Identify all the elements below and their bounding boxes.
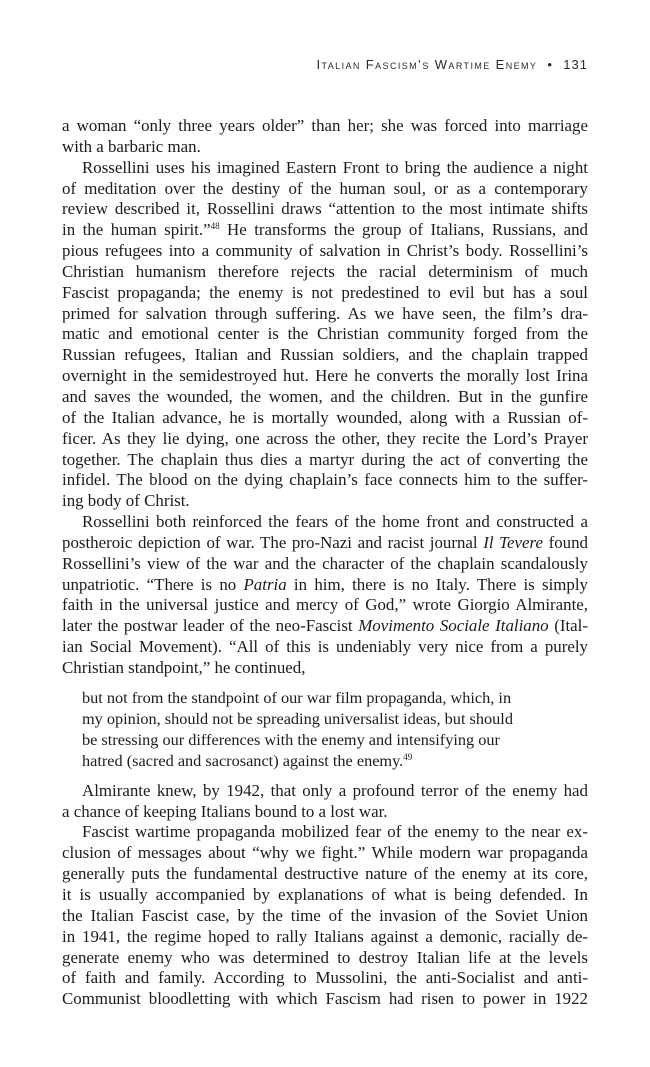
quote-line: my opinion, should not be spreading universalist ideas, but should [82,708,513,728]
text-line: ian Social Movement). “All of this is undeniably very nice from a purely [62,637,588,657]
text-line [62,575,588,596]
block-quotation [62,687,552,771]
paragraph-3 [62,512,588,679]
text-line: pious refugees into a community of salvation in Christ’s body. Rossellini’s [62,241,588,261]
text-line: faith in the universal justice and mercy of God,” wrote Giorgio Almirante, [62,595,588,615]
running-title: Italian Fascism’s Wartime Enemy [316,57,538,72]
quote-line: be stressing our differences with the enemy and intensifying our [82,729,500,749]
footnote-ref-49: 49 [403,751,413,762]
text-fragment: postheroic depiction of war. The pro-Nazi and racist journal [62,532,484,552]
quote-line: but not from the standpoint of our war film propaganda, which, in [82,687,512,707]
body-text [62,116,588,1010]
text-fragment: in him, there is no Italy. There is simply [286,574,588,594]
text-line: Communist bloodletting with which Fascism had risen to power in 1922 [62,989,588,1009]
text-line: a chance of keeping Italians bound to a lost war. [62,801,388,821]
text-line: in 1941, the regime hoped to rally Italians against a demonic, racially de- [62,926,588,946]
text-line: of meditation over the destiny of the human soul, or as a contemporary [62,178,588,198]
text-fragment: later the postwar leader of the neo-Fascist [62,616,359,636]
text-line [62,533,588,554]
text-line: overnight in the semidestroyed hut. Here he converts the morally lost Irina [62,366,588,386]
text-line: of the Italian advance, he is mortally wounded, along with a Russian of- [62,407,588,427]
journal-title-il-tevere: Il Tevere [483,532,543,552]
text-line: Christian humanism therefore rejects the racial determinism of much [62,261,588,281]
text-line: it is usually accompanied by explanations of what is being defended. In [62,885,588,904]
text-line: Rossellini’s view of the war and the character of the chaplain scandalously [62,553,588,573]
text-line: Fascist propaganda; the enemy is not predestined to evil but has a soul [62,282,588,302]
text-line: of faith and family. According to Mussolini, the anti-Socialist and anti- [62,968,588,988]
text-line: generate enemy who was determined to destroy Italian life at the levels [62,947,588,967]
text-line: Almirante knew, by 1942, that only a profound terror of the enemy had [82,780,588,800]
text-line: Rossellini both reinforced the fears of the home front and constructed a [82,512,588,532]
text-line: together. The chaplain thus dies a martyr during the act of converting the [62,449,588,469]
text-line: with a barbaric man. [62,136,201,156]
text-line: ing body of Christ. [62,491,190,511]
text-line [62,616,588,637]
paragraph-5 [62,822,588,1010]
text-line: Fascist wartime propaganda mobilized fear of the enemy to the near ex- [82,822,588,842]
text-line: matic and emotional center is the Christian community forged from the [62,324,588,344]
text-line: primed for salvation through suffering. As we have seen, the film’s dra- [62,303,588,323]
text-line: Rossellini uses his imagined Eastern Front to bring the audience a night [82,157,588,177]
running-head [317,57,588,72]
text-line-with-note [62,220,588,241]
text-line: infidel. The blood on the dying chaplain’s face connects him to the suffer- [62,470,588,490]
text-line: a woman “only three years older” than her; she was forced into marriage [62,116,588,135]
text-fragment: found [542,532,588,552]
quote-line [82,750,552,771]
italic-term-patria: Patria [243,574,287,594]
page-number: 131 [563,57,588,72]
text-line: generally puts the fundamental destructive nature of the enemy at its core, [62,864,588,884]
text-line: Russian refugees, Italian and Russian soldiers, and the chaplain trapped [62,345,588,365]
text-fragment: unpatriotic. “There is no [62,574,244,594]
text-line: the Italian Fascist case, by the time of the invasion of the Soviet Union [62,905,588,925]
text-line: ficer. As they lie dying, one across the other, they recite the Lord’s Prayer [62,428,588,448]
paragraph-4 [62,781,588,823]
text-fragment: in the human spirit.” [62,220,211,240]
text-line: clusion of messages about “why we fight.” While modern war propaganda [62,843,588,863]
party-name-msi: Movimento Sociale Italiano [358,616,549,636]
text-fragment: (Ital- [548,616,588,636]
text-line: Christian standpoint,” he continued, [62,657,306,677]
text-line: and saves the wounded, the women, and the children. But in the gunfire [62,386,588,406]
header-separator: • [547,57,554,72]
paragraph-2 [62,158,588,512]
text-fragment: hatred (sacred and sacrosanct) against the enemy. [82,750,404,770]
footnote-ref-48: 48 [210,221,220,232]
text-fragment: He transforms the group of Italians, Russians, and [219,220,588,240]
text-line: review described it, Rossellini draws “attention to the most intimate shifts [62,199,588,219]
paragraph-1 [62,116,588,158]
